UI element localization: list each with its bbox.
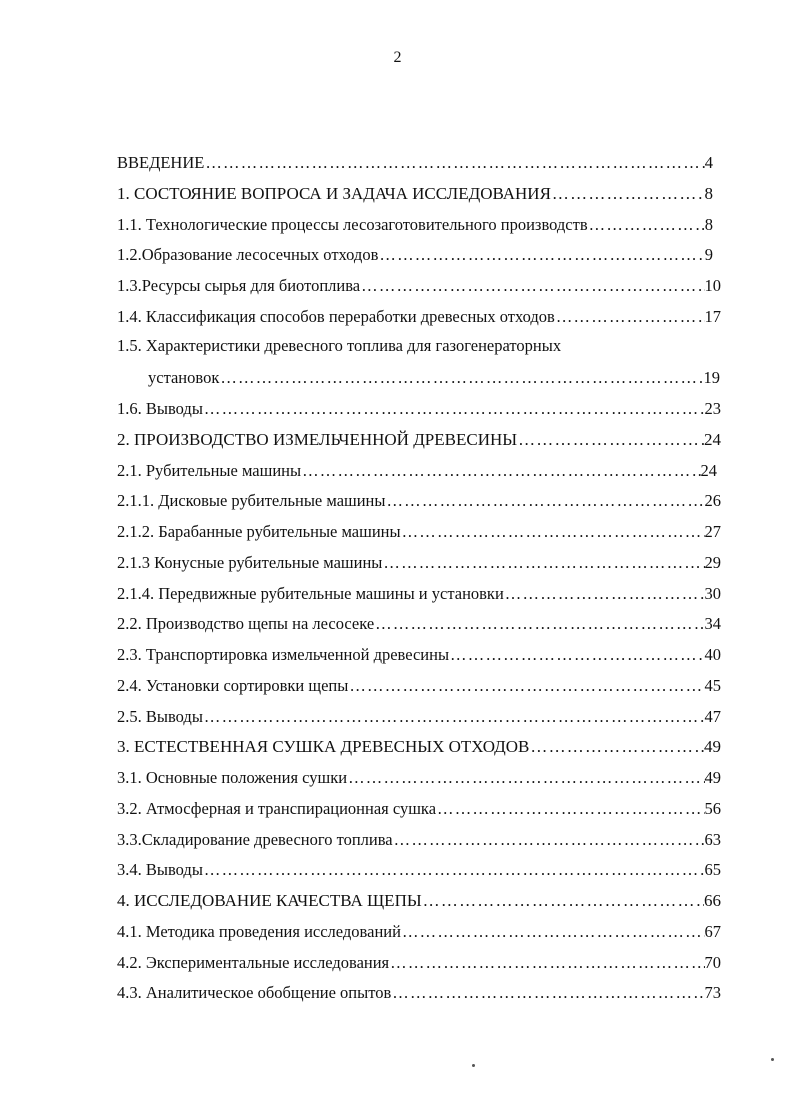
dot-leader (219, 366, 703, 390)
toc-label: 1.4. Классификация способов переработки древесных отходов (117, 306, 555, 326)
toc-page: 8 (704, 214, 713, 234)
dot-leader (301, 459, 700, 483)
toc-entry-2-1-1[interactable] (0, 489, 795, 520)
toc-page: 73 (704, 983, 721, 1003)
toc-label: 2.2. Производство щепы на лесосеке (117, 614, 375, 634)
page-number: 2 (393, 49, 402, 66)
toc-label: 1.1. Технологические процессы лесозаготовительного производств (117, 214, 588, 234)
toc-label: 1.2.Образование лесосечных отходов (117, 245, 379, 265)
toc-entry-1-3[interactable] (0, 274, 795, 305)
dot-leader (382, 551, 704, 575)
dot-leader (347, 766, 704, 790)
toc-page: 27 (704, 522, 721, 541)
toc-entry-chapter-3[interactable] (0, 735, 795, 766)
toc-page: 10 (704, 276, 721, 295)
dot-leader (360, 274, 704, 298)
toc-entry-2-1-2[interactable] (0, 520, 795, 551)
toc-page: 63 (704, 829, 721, 849)
toc-entry-4-2[interactable] (0, 951, 795, 982)
toc-page: 49 (704, 737, 721, 757)
toc-label: 2.1.2. Барабанные рубительные машины (117, 522, 401, 541)
toc-page: 66 (704, 891, 721, 910)
toc-page: 34 (704, 614, 721, 634)
toc-entry-chapter-4[interactable] (0, 889, 795, 920)
toc-label-continuation: установок (148, 368, 220, 388)
toc-page: 24 (704, 429, 721, 449)
toc-label: 1. СОСТОЯНИЕ ВОПРОСА И ЗАДАЧА ИССЛЕДОВАНИЯ (117, 183, 551, 203)
toc-label: 3.3.Складирование древесного топлива (117, 829, 393, 849)
dot-leader (529, 735, 704, 759)
toc-entry-3-4[interactable] (0, 858, 795, 889)
toc-label: 3.4. Выводы (117, 860, 203, 880)
dot-leader (389, 951, 704, 975)
toc-label: 3. ЕСТЕСТВЕННАЯ СУШКА ДРЕВЕСНЫХ ОТХОДОВ (117, 737, 530, 757)
dot-leader (551, 182, 705, 206)
dot-leader (555, 305, 705, 329)
toc-page: 40 (704, 645, 721, 664)
toc-label: ВВЕДЕНИЕ (117, 153, 205, 172)
toc-label: 2.1.1. Дисковые рубительные машины (117, 491, 386, 511)
toc-page: 45 (704, 675, 721, 695)
toc-entry-1-5[interactable] (0, 336, 795, 398)
toc-entry-1-2[interactable] (0, 243, 795, 274)
toc-entry-2-2[interactable] (0, 612, 795, 643)
dot-leader (203, 397, 705, 421)
toc-page: 56 (704, 798, 721, 818)
toc-page: 9 (704, 245, 713, 265)
scan-speck (771, 1058, 774, 1061)
toc-label: 2.1.4. Передвижные рубительные машины и установки (117, 583, 504, 603)
dot-leader (203, 858, 705, 882)
toc-page: 19 (703, 368, 720, 388)
toc-page: 4 (704, 153, 713, 172)
dot-leader (588, 213, 705, 237)
toc-entry-4-1[interactable] (0, 920, 795, 951)
toc-page: 8 (704, 183, 713, 203)
toc-page: 49 (704, 768, 721, 787)
toc-label: 3.2. Атмосферная и транспирационная сушка (117, 798, 437, 818)
toc-label: 1.3.Ресурсы сырья для биотоплива (117, 276, 361, 295)
toc-entry-2-5[interactable] (0, 705, 795, 736)
dot-leader (436, 797, 704, 821)
dot-leader (517, 428, 704, 452)
table-of-contents (0, 151, 795, 1012)
toc-label: 1.5. Характеристики древесного топлива для газогенераторных (117, 335, 562, 355)
dot-leader (385, 489, 704, 513)
toc-page: 29 (704, 552, 721, 572)
dot-leader (504, 582, 705, 606)
toc-page: 17 (704, 306, 721, 326)
toc-entry-1-4[interactable] (0, 305, 795, 336)
toc-label: 1.6. Выводы (117, 399, 203, 418)
toc-entry-4-3[interactable] (0, 981, 795, 1012)
toc-page: 47 (704, 706, 721, 726)
toc-entry-2-1-3[interactable] (0, 551, 795, 582)
toc-entry-3-2[interactable] (0, 797, 795, 828)
dot-leader (401, 920, 705, 944)
toc-label: 2.4. Установки сортировки щепы (117, 675, 349, 695)
toc-page: 24 (700, 460, 717, 480)
toc-page: 70 (704, 952, 721, 972)
toc-entry-2-1[interactable] (0, 459, 795, 490)
toc-entry-2-4[interactable] (0, 674, 795, 705)
dot-leader (348, 674, 704, 698)
toc-entry-1-6[interactable] (0, 397, 795, 428)
toc-entry-3-3[interactable] (0, 828, 795, 859)
toc-label: 4. ИССЛЕДОВАНИЕ КАЧЕСТВА ЩЕПЫ (117, 891, 422, 910)
dot-leader (422, 889, 704, 913)
toc-label: 4.3. Аналитическое обобщение опытов (117, 983, 392, 1003)
dot-leader (203, 705, 705, 729)
toc-entry-chapter-2[interactable] (0, 428, 795, 459)
toc-label: 2.5. Выводы (117, 706, 203, 726)
dot-leader (391, 981, 704, 1005)
dot-leader (374, 612, 704, 636)
dot-leader (204, 151, 704, 175)
toc-page: 26 (704, 491, 721, 511)
toc-page: 67 (704, 921, 721, 941)
dot-leader (393, 828, 705, 852)
toc-label: 2.3. Транспортировка измельченной древесины (117, 645, 450, 664)
toc-entry-introduction[interactable] (0, 151, 795, 182)
dot-leader (378, 243, 704, 267)
dot-leader (401, 520, 705, 544)
toc-label: 2.1. Рубительные машины (117, 460, 302, 480)
toc-page: 23 (704, 399, 721, 418)
toc-entry-chapter-1[interactable] (0, 182, 795, 213)
dot-leader (449, 643, 704, 667)
toc-label: 3.1. Основные положения сушки (117, 768, 348, 787)
toc-entry-1-1[interactable] (0, 213, 795, 244)
toc-page: 30 (704, 583, 721, 603)
toc-label: 2. ПРОИЗВОДСТВО ИЗМЕЛЬЧЕННОЙ ДРЕВЕСИНЫ (117, 429, 518, 449)
toc-label: 4.2. Экспериментальные исследования (117, 952, 390, 972)
toc-page: 65 (704, 860, 721, 880)
toc-entry-3-1[interactable] (0, 766, 795, 797)
toc-entry-2-3[interactable] (0, 643, 795, 674)
toc-entry-2-1-4[interactable] (0, 582, 795, 613)
toc-label: 2.1.3 Конусные рубительные машины (117, 552, 383, 572)
toc-label: 4.1. Методика проведения исследований (117, 921, 401, 941)
scan-speck (472, 1064, 475, 1067)
